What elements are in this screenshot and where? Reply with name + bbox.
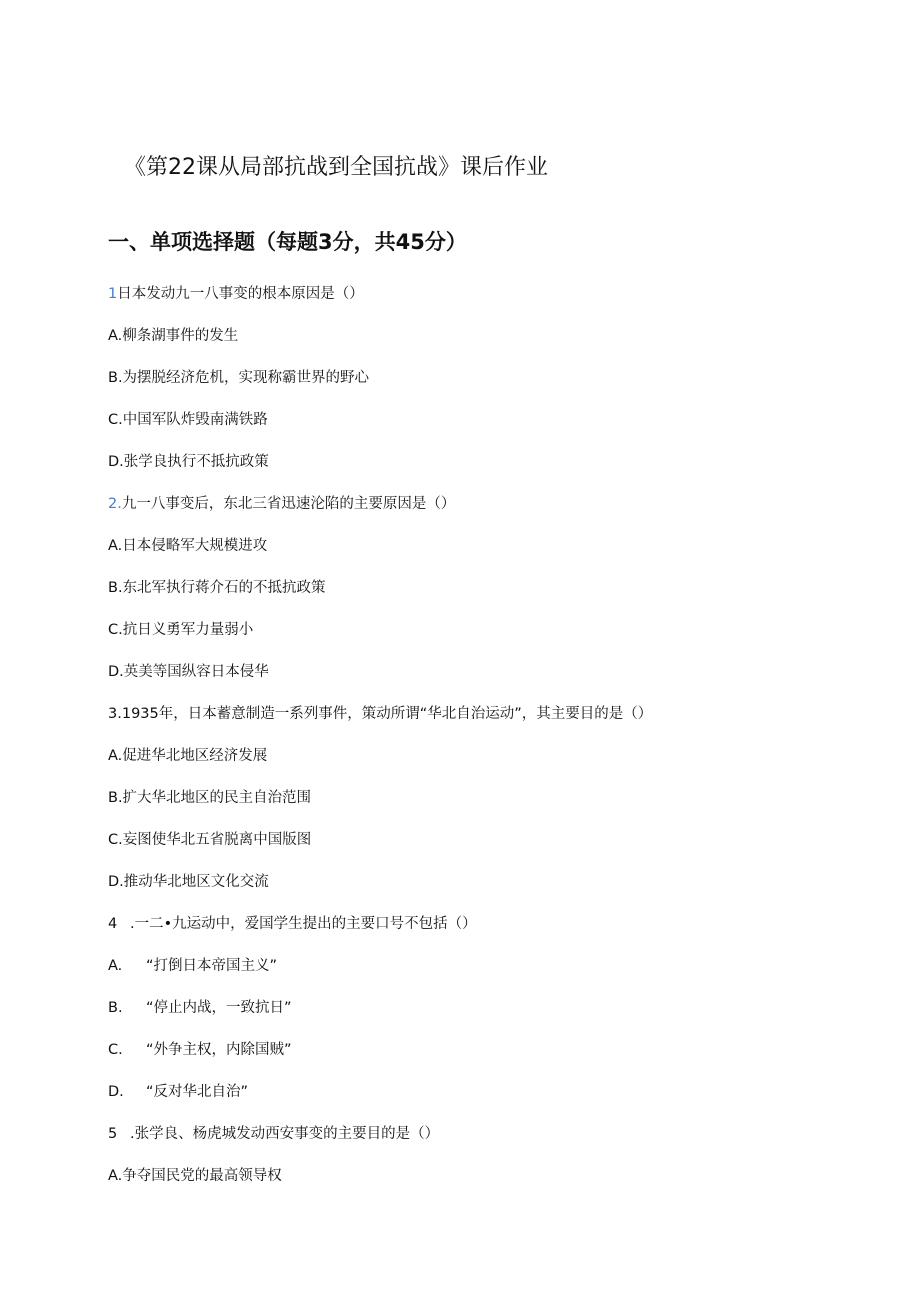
option-1c: C.中国军队炸毁南满铁路 [108, 412, 268, 428]
option-3b: B.扩大华北地区的民主自治范围 [108, 790, 312, 806]
question-number: 2. [108, 496, 122, 512]
question-1 [108, 284, 364, 304]
option-1d: D.张学良执行不抵抗政策 [108, 454, 269, 470]
option-letter: C. [108, 1042, 123, 1058]
question-number: 4 [108, 916, 118, 932]
question-number: 3. [108, 706, 122, 722]
option-3d: D.推动华北地区文化交流 [108, 874, 269, 890]
option-text: “外争主权，内除国贼” [146, 1042, 292, 1058]
question-number: 1 [108, 286, 118, 302]
option-letter: A. [108, 958, 123, 974]
question-2 [108, 494, 455, 514]
option-2a: A.日本侵略军大规模进攻 [108, 538, 268, 554]
option-text: “打倒日本帝国主义” [146, 958, 278, 974]
option-5a: A.争夺国民党的最高领导权 [108, 1168, 282, 1184]
question-5 [108, 1124, 439, 1144]
option-letter: B. [108, 1000, 123, 1016]
option-1a: A.柳条湖事件的发生 [108, 328, 239, 344]
question-stem: .一二•九运动中，爱国学生提出的主要口号不包括（） [130, 916, 477, 932]
question-number: 5 [108, 1126, 118, 1142]
option-2d: D.英美等国纵容日本侵华 [108, 664, 269, 680]
option-3c: C.妄图使华北五省脱离中国版图 [108, 832, 312, 848]
option-4a [108, 956, 277, 976]
question-3 [108, 704, 652, 724]
question-stem: .张学良、杨虎城发动西安事变的主要目的是（） [130, 1126, 440, 1142]
section-heading: 一、单项选择题（每题3分，共45分） [108, 230, 467, 254]
option-3a: A.促进华北地区经济发展 [108, 748, 268, 764]
question-stem: 九一八事变后，东北三省迅速沦陷的主要原因是（） [121, 496, 456, 512]
question-stem: 1935年，日本蓄意制造一系列事件，策动所谓“华北自治运动”，其主要目的是（） [121, 706, 653, 722]
option-2b: B.东北军执行蒋介石的不抵抗政策 [108, 580, 326, 596]
option-2c: C.抗日义勇军力量弱小 [108, 622, 254, 638]
option-text: “停止内战，一致抗日” [146, 1000, 292, 1016]
question-4 [108, 914, 477, 934]
option-1b: B.为摆脱经济危机，实现称霸世界的野心 [108, 370, 370, 386]
option-4d [108, 1082, 248, 1102]
question-stem: 日本发动九一八事变的根本原因是（） [117, 286, 364, 302]
option-4c [108, 1040, 292, 1060]
document-title: 《第22课从局部抗战到全国抗战》课后作业 [124, 155, 548, 180]
option-4b [108, 998, 292, 1018]
option-letter: D. [108, 1084, 124, 1100]
option-text: “反对华北自治” [146, 1084, 249, 1100]
